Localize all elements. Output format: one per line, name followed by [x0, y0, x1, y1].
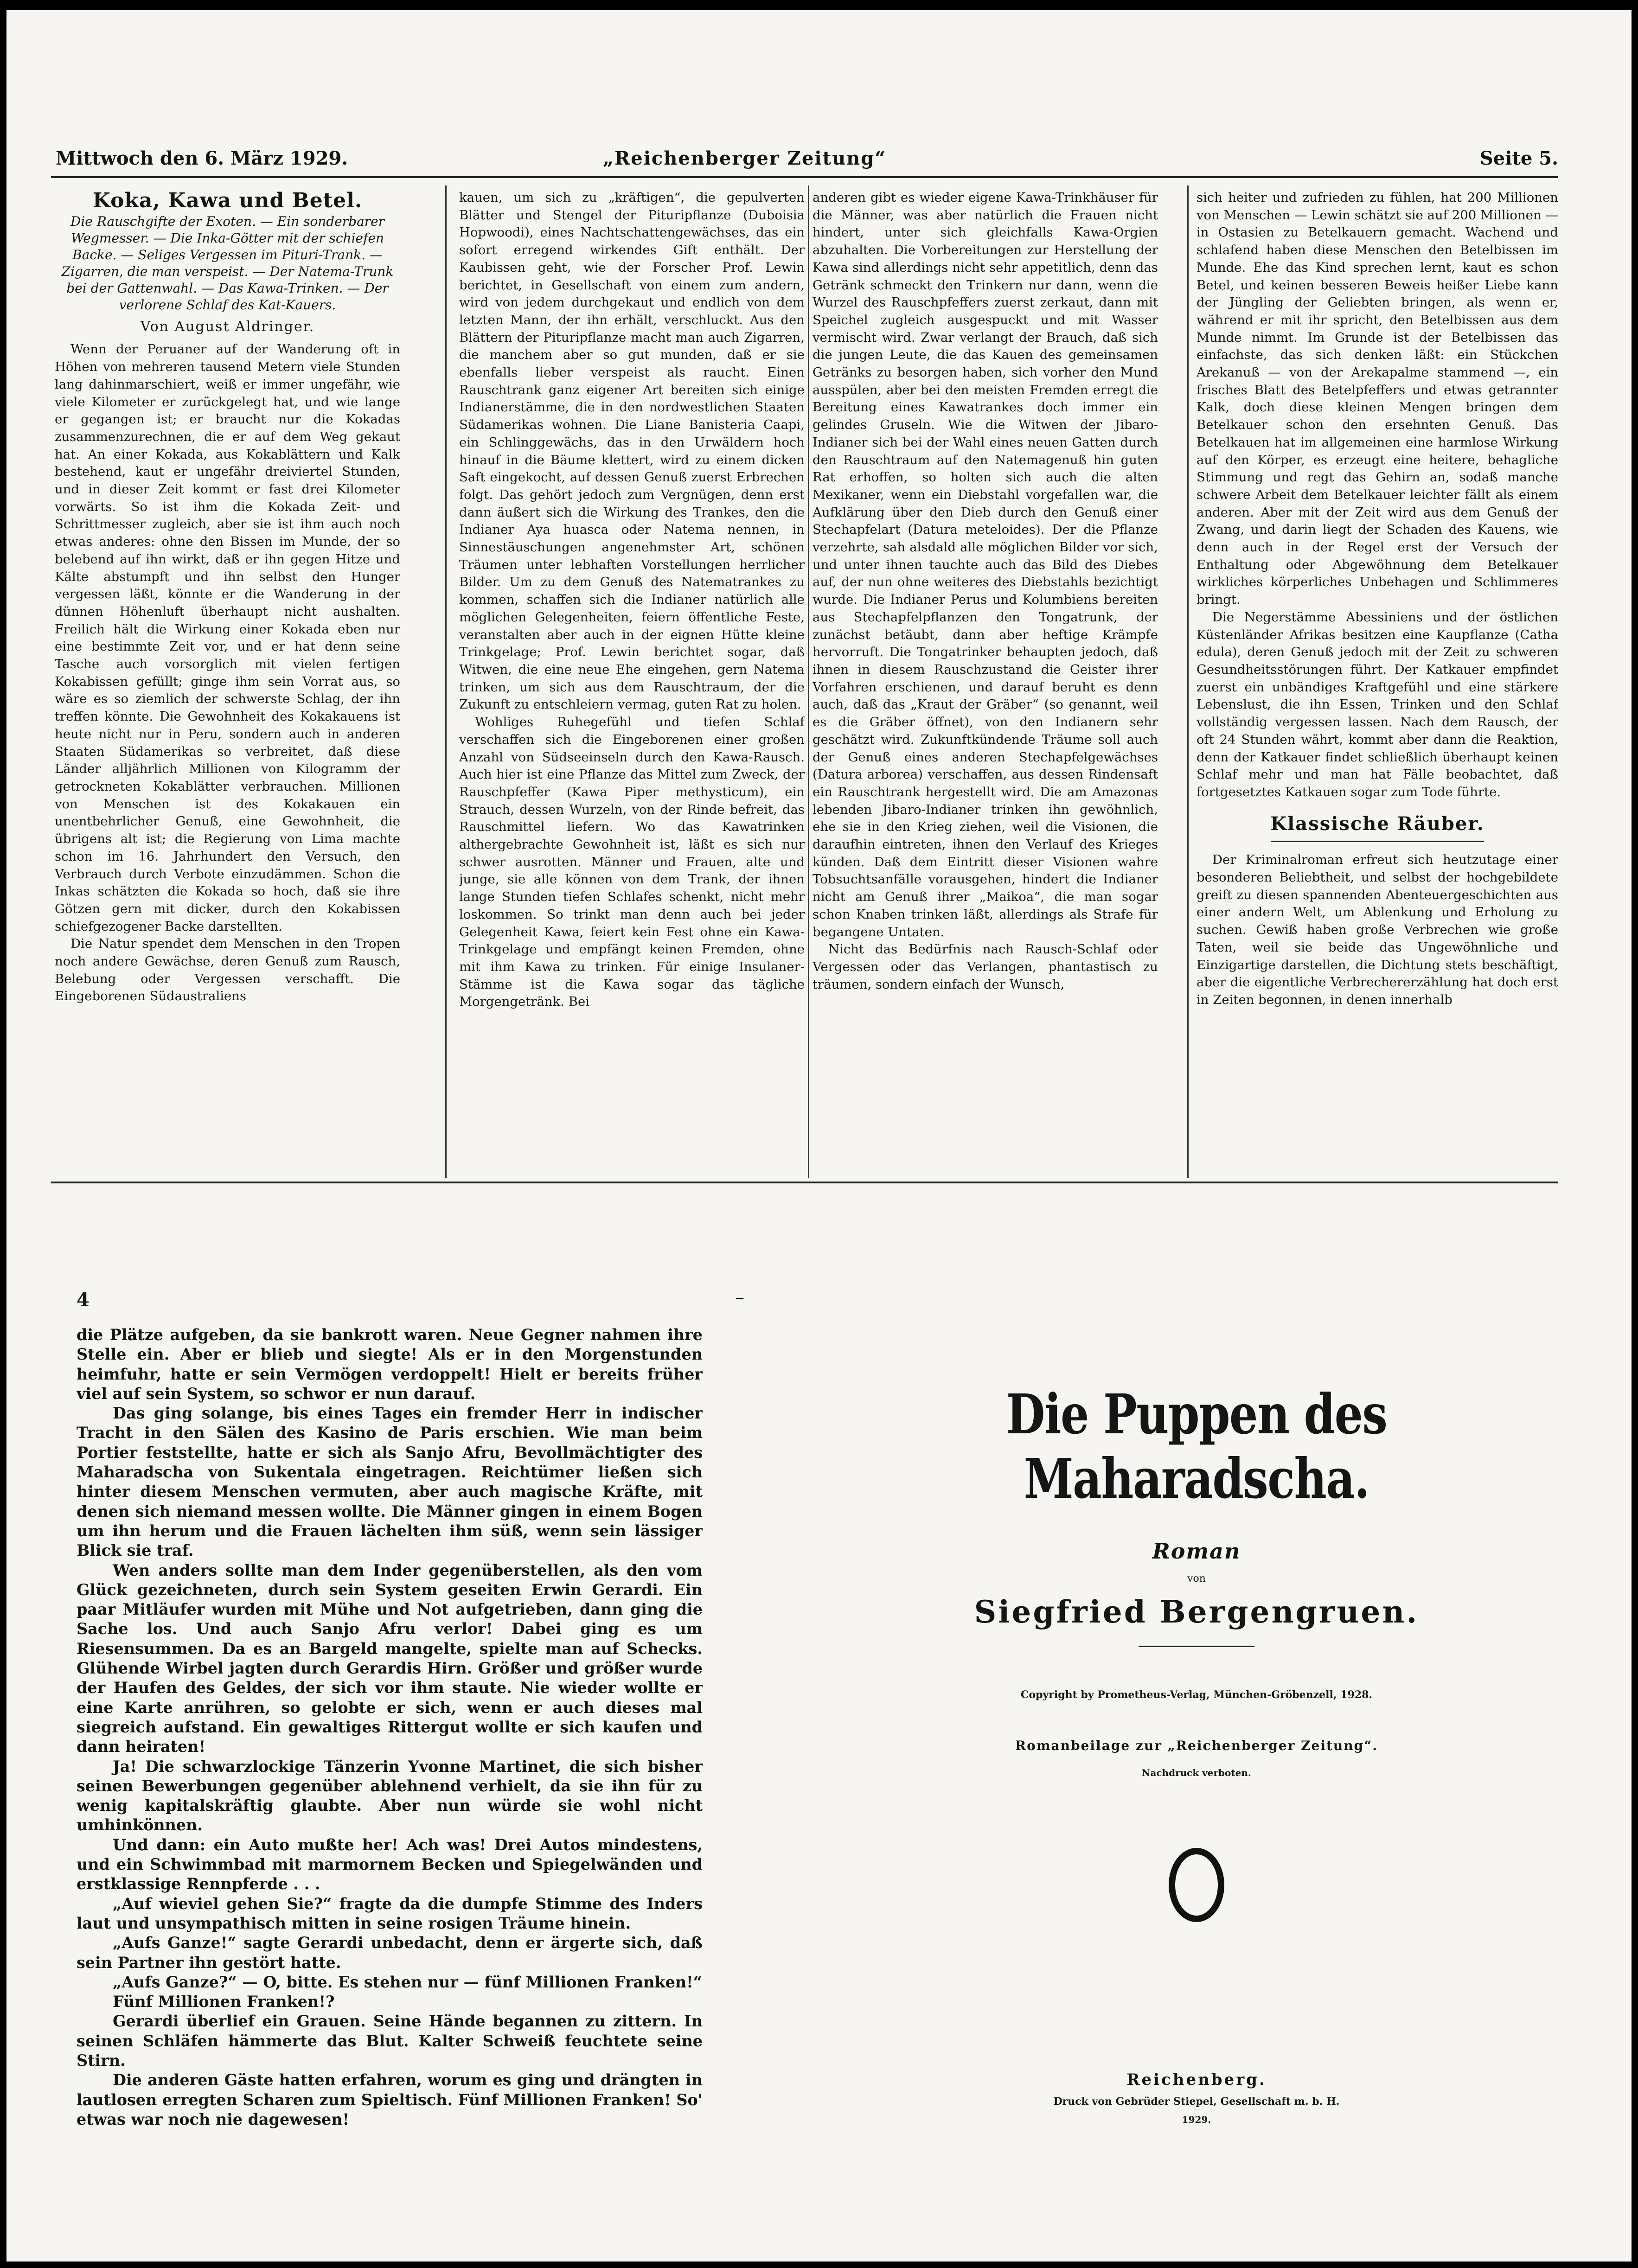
novel-copyright: Copyright by Prometheus-Verlag, München-Gröbenzell, 1928.	[1020, 1689, 1373, 1701]
column-divider	[808, 185, 809, 1178]
header-date: Mittwoch den 6. März 1929.	[56, 147, 348, 169]
scan-border-bottom	[0, 2262, 1638, 2268]
serial-paragraph: „Aufs Ganze!“ sagte Gerardi unbedacht, denn er ärgerte sich, daß sein Partner ihn gestört hatte.	[77, 1934, 703, 1972]
article-paragraph: Die Negerstämme Abessiniens und der östlichen Küstenländer Afrikas besitzen eine Kaupflanze (Catha edula), deren Genuß jedoch mit der Zeit zu schweren Gesundheitsstörungen führt. Der Katkauer empfindet zuerst ein unbändiges Kraftgefühl und eine stärkere Lebenslust, die ihn Essen, Trinken und den Schlaf vollständig vergessen lassen. Nach dem Rausch, der oft 24 Stunden währt, kommt aber dann die Reaktion, denn der Katkauer findet schließlich überhaupt keinen Schlaf mehr und man hat Fälle beobachtet, daß fortgesetztes Katkauen sogar zum Tode führte.	[1197, 609, 1558, 799]
header-newspaper: „Reichenberger Zeitung“	[603, 147, 887, 169]
cover-rule	[1139, 1646, 1254, 1647]
serial-paragraph: Und dann: ein Auto mußte her! Ach was! Drei Autos mindestens, und ein Schwimmbad mit marmornem Becken und Spiegelwänden und erstklassige Rennpferde . . .	[77, 1835, 703, 1893]
article-paragraph: Nicht das Bedürfnis nach Rausch-Schlaf oder Vergessen oder das Verlangen, phantastisch zu träumen, sondern einfach der Wunsch,	[813, 942, 1158, 992]
article-column-1	[55, 189, 400, 1172]
article-subtitle: Die Rauschgifte der Exoten. — Ein sonderbarer Wegmesser. — Die Inka-Götter mit der schiefen Backe. — Seliges Vergessen im Pituri-Trank. — Zigarren, die man verspeist. — Der Natema-Trunk bei der Gattenwahl. — Das Kawa-Trinken. — Der verlorene Schlaf des Kat-Kauers.	[61, 213, 394, 313]
novel-title: Die Puppen des Maharadscha.	[1006, 1382, 1387, 1511]
header-rule	[51, 176, 1558, 178]
novel-von: von	[1187, 1573, 1206, 1584]
column-divider	[1187, 185, 1189, 1178]
section-title-klassische-raeuber: Klassische Räuber.	[1270, 812, 1484, 835]
page-header	[56, 147, 1558, 175]
printer-line: Druck von Gebrüder Stiepel, Gesellschaft m. b. H.	[1053, 2096, 1340, 2108]
serial-paragraph: „Auf wieviel gehen Sie?“ fragte da die dumpfe Stimme des Inders laut und unsympathisch mitten in seine rosigen Träume hinein.	[77, 1894, 703, 1932]
serial-paragraph: Die anderen Gäste hatten erfahren, worum es ging und drängten in lautlosen erregten Scharen zum Spieltisch. Fünf Millionen Franken! So' etwas war noch nie dagewesen!	[77, 2071, 703, 2128]
section-paragraph: Der Kriminalroman erfreut sich heutzutage einer besonderen Beliebtheit, und selbst der hochgebildete greift zu diesen spannenden Abenteuergeschichten aus einer andern Welt, um Ablenkung und Erholung zu suchen. Gewiß haben große Verbrechen wie große Taten, weil sie beide das Ungewöhnliche und Einzigartige darstellen, die Dichtung stets beschäftigt, aber die eigentliche Verbrechererzählung hat doch erst in Zeiten begonnen, in denen innerhalb	[1197, 852, 1558, 1007]
scan-border-left	[0, 0, 6, 2268]
section-title-rule	[1271, 841, 1484, 842]
article-paragraph: Wohliges Ruhegefühl und tiefen Schlaf verschaffen sich die Eingeborenen einer großen Anzahl von Südseeinseln durch den Kawa-Rausch. Auch hier ist eine Pflanze das Mittel zum Zweck, der Rauschpfeffer (Kawa Piper methysticum), ein Strauch, dessen Wurzeln, von der Rinde befreit, das Rauschmittel liefern. Wo das Kawatrinken althergebrachte Gewohnheit ist, läßt es sich nur schwer ausrotten. Männer und Frauen, alte und junge, sie alle können von dem Trank, der ihnen lange Stunden tiefen Schlafes schenkt, nicht mehr loskommen. So trinkt man denn auch bei jeder Gelegenheit Kawa, feiert kein Fest ohne ein Kawa-Trinkgelage und empfängt keinen Fremden, ohne mit ihm Kawa zu trinken. Für einige Insulaner-Stämme ist die Kawa sogar das tägliche Morgengetränk. Bei	[459, 715, 805, 1009]
article-paragraph: Die Natur spendet dem Menschen in den Tropen noch andere Gewächse, deren Genuß zum Rausch, Belebung oder Vergessen verschafft. Die Eingeborenen Südaustraliens	[55, 936, 400, 1004]
serial-paragraph: Fünf Millionen Franken!?	[113, 1993, 335, 2011]
novel-cover	[872, 1345, 1521, 2179]
serial-paragraph: Ja! Die schwarzlockige Tänzerin Yvonne Martinet, die sich bisher seinen Bewerbungen gegenüber ablehnend verhielt, da sie ihn für zu wenig kapitalskräftig glaubte. Aber nun würde sie wohl nicht umhinkönnen.	[77, 1757, 703, 1834]
article-paragraph: Wenn der Peruaner auf der Wanderung oft in Höhen von mehreren tausend Metern viele Stunden lang dahinmarschiert, weiß er immer ungefähr, wie viele Kilometer er zurückgelegt hat, und wie lange er gegangen ist; er braucht nur die Kokadas zusammenzurechnen, die er auf dem Weg gekaut hat. An einer Kokada, aus Kokablättern und Kalk bestehend, kaut er ungefähr dreiviertel Stunden, und in dieser Zeit kommt er fast drei Kilometer vorwärts. So ist ihm die Kokada Zeit- und Schrittmesser zugleich, aber sie ist ihm auch noch etwas anderes: ohne den Bissen im Munde, der so belebend auf ihn wirkt, daß er ihn gegen Hitze und Kälte abstumpft und ihn selbst den Hunger vergessen läßt, könnte er die Wanderung in der dünnen Höhenluft überhaupt nicht aushalten. Freilich hält die Wirkung einer Kokada eben nur eine bestimmte Zeit vor, und er hat denn seine Tasche auch vorsorglich mit vielen fertigen Kokabissen gefüllt; ginge ihm sein Vorrat aus, so wäre es so ziemlich der schwerste Schlag, der ihn treffen könnte. Die Gewohnheit des Kokakauens ist heute nicht nur in Peru, sondern auch in anderen Staaten Südamerikas so verbreitet, daß diese Länder alljährlich Millionen von Kilogramm der getrockneten Kokablätter verbrauchen. Millionen von Menschen ist des Kokakauen ein unentbehrlicher Genuß, eine Gewohnheit, die übrigens alt ist; die Regierung von Lima machte schon im 16. Jahrhundert den Versuch, den Verbrauch durch Verbote einzudämmen. Schon die Inkas schätzten die Kokada so hoch, daß sie ihre Götzen gern mit dicker, durch den Kokabissen schiefgezogener Backe darstellten.	[55, 342, 400, 934]
column-divider	[445, 185, 447, 1178]
serial-dash: –	[735, 1287, 744, 1308]
article-title: Koka, Kawa und Betel.	[92, 189, 363, 212]
article-paragraph: sich heiter und zufrieden zu fühlen, hat 200 Millionen von Menschen — Lewin schätzt sie auf 200 Millionen — in Ostasien zu Betelkauern gemacht. Wachend und schlafend haben diese Menschen den Betelbissen im Munde. Ehe das Kind sprechen lernt, kaut es schon Betel, und keinen besseren Beweis heißer Liebe kann der Jüngling der Geliebten bringen, als wenn er, während er mit ihr spricht, den Betelbissen aus dem Munde nimmt. Im Grunde ist der Betelbissen das einfachste, das sich denken läßt: ein Stückchen Arekanuß — von der Arekapalme stammend —, ein frisches Blatt des Betelpfeffers und etwas getrannter Kalk, doch diese kleinen Mengen bringen dem Betelkauer schon den ersehnten Genuß. Das Betelkauen hat im allgemeinen eine harmlose Wirkung auf den Körper, es erzeugt eine heitere, behagliche Stimmung und regt das Gehirn an, sodaß manche schwere Arbeit dem Betelkauer leichter fällt als einem anderen. Aber mit der Zeit wird aus dem Genuß der Zwang, und darin liegt der Schaden des Kauens, wie denn auch in der Regel erst der Versuch der Enthaltung oder Abgewöhnung dem Betelkauer wirkliches körperliches Unbehagen und Schlimmeres bringt.	[1197, 190, 1558, 607]
scan-border-top	[0, 0, 1638, 10]
article-paragraph: kauen, um sich zu „kräftigen“, die gepulverten Blätter und Stengel der Pituripflanze (Duboisia Hopwoodi), eines Nachtschattengewächses, das ein sofort erregend wirkendes Gift enthält. Der Kaubissen geht, wie der Forscher Prof. Lewin berichtet, in Gesellschaft von einem zum andern, wird von jedem durchgekaut und endlich von dem letzten Mann, der ihn erhält, verschluckt. Aus den Blättern der Pituripflanze macht man auch Zigarren, die manchem aber so gut munden, daß er sie ebenfalls lieber verspeist als raucht. Einen Rauschtrank ganz eigener Art bereiten sich einige Indianerstämme, die in den nordwestlichen Staaten Südamerikas wohnen. Die Liane Banisteria Caapi, ein Schlinggewächs, das in den Urwäldern hoch hinauf in die Bäume klettert, wird zu einem dicken Saft eingekocht, auf dessen Genuß zuerst Erbrechen folgt. Das gehört jedoch zum Vergnügen, denn erst dann äußert sich die Wirkung des Trankes, den die Indianer Aya huasca oder Natema nennen, in Sinnestäuschungen angenehmster Art, schönen Träumen unter lebhaften Vorstellungen herrlicher Bilder. Um zu dem Genuß des Natematrankes zu kommen, schaffen sich die Indianer natürlich alle möglichen Gelegenheiten, feiern öffentliche Feste, veranstalten aber auch in der eignen Hütte kleine Trinkgelage; Prof. Lewin berichtet sogar, daß Witwen, die eine neue Ehe eingehen, gern Natema trinken, um sich aus dem Rauschtraum, der die Zukunft zu entschleiern vermag, guten Rat zu holen.	[459, 190, 805, 712]
print-year: 1929.	[1182, 2114, 1211, 2125]
article-paragraph: anderen gibt es wieder eigene Kawa-Trinkhäuser für die Männer, was aber natürlich die Frauen nicht hindert, unter sich gleichfalls Kawa-Orgien abzuhalten. Die Vorbereitungen zur Herstellung der Kawa sind allerdings nicht sehr appetitlich, denn das Getränk schmeckt den Trinkern nur dann, wenn die Wurzel des Rauschpfeffers zuerst zerkaut, dann mit Speichel zugleich ausgespuckt und mit Wasser vermischt wird. Zwar verlangt der Brauch, daß sich die jungen Leute, die das Kauen des gemeinsamen Getränks zu besorgen haben, sich vorher den Mund ausspülen, aber bei den meisten Fremden erregt die Bereitung eines Kawatrankes doch immer ein gelindes Gruseln. Wie die Witwen der Jibaro-Indianer sich bei der Wahl eines neuen Gatten durch den Rauschtraum auf den Natemagenuß hin guten Rat erhoffen, so holten sich auch die alten Mexikaner, wenn ein Diebstahl vorgefallen war, die Aufklärung über den Dieb durch den Genuß einer Stechapfelart (Datura meteloides). Der die Pflanze verzehrte, sah alsdald alle möglichen Bilder vor sich, und unter ihnen tauchte auch das Bild des Diebes auf, der nun ohne weiteres des Diebstahls bezichtigt wurde. Die Indianer Perus und Kolumbiens bereiten aus Stechapfelpflanzen den Tongatrunk, der zunächst betäubt, dann aber heftige Krämpfe hervorruft. Die Tongatrinker behaupten jedoch, daß ihnen in diesem Rauschzustand die Geister ihrer Vorfahren erschienen, und darauf beruht es denn auch, daß das „Kraut der Gräber“ (so genannt, weil es die Gräber öffnet), von den Indianern sehr geschätzt wird. Zukunftkündende Träume soll auch der Genuß eines anderen Stechapfelgewächses (Datura arborea) verschaffen, aus dessen Rindensaft ein Rauschtrank hergestellt wird. Die am Amazonas lebenden Jibaro-Indianer trinken ihn gewöhnlich, ehe sie in den Krieg ziehen, weil die Visionen, die daraufhin eintreten, ihnen den Verlauf des Krieges künden. Daß dem Eintritt dieser Visionen wahre Tobsuchtsanfälle vorausgehen, hindert die Indianer nicht am Genuß ihrer „Maikoa“, die man sogar schon Knaben trinken läßt, allerdings als Strafe für begangene Untaten.	[813, 190, 1158, 939]
serial-text-column	[77, 1325, 703, 2197]
article-column-2	[459, 189, 805, 1172]
oval-ornament-icon	[1169, 1848, 1224, 1922]
article-column-4	[1197, 189, 1558, 1172]
serial-paragraph: die Plätze aufgeben, da sie bankrott waren. Neue Gegner nahmen ihre Stelle ein. Aber er blieb und siegte! Als er in den Morgenstunden heimfuhr, hatte er sein Vermögen verdoppelt! Hielt er bereits früher viel auf sein System, so schwor er nun darauf.	[77, 1326, 703, 1403]
article-column-3	[813, 189, 1158, 1172]
serial-paragraph: Das ging solange, bis eines Tages ein fremder Herr in indischer Tracht in den Sälen des Kasino de Paris erschien. Wie man beim Portier feststellte, hatte er sich als Sanjo Afru, Bevollmächtigter des Maharadscha von Sukentala eingetragen. Reichtümer ließen sich hinter diesem Menschen vermuten, aber auch magische Kräfte, mit denen sich niemand messen wollte. Die Männer gingen in einem Bogen um ihn herum und die Frauen lächelten ihm süß, wenn sein lässiger Blick sie traf.	[77, 1404, 703, 1560]
serial-paragraph: Gerardi überlief ein Grauen. Seine Hände begannen zu zittern. In seinen Schläfen hämmerte das Blut. Kalter Schweiß feuchtete seine Stirn.	[77, 2012, 703, 2070]
serial-page-number: 4	[77, 1289, 90, 1311]
header-page-number: Seite 5.	[1479, 147, 1558, 169]
publisher-city: Reichenberg.	[1126, 2070, 1267, 2089]
article-author: Von August Aldringer.	[140, 318, 315, 335]
novel-genre: Roman	[1152, 1539, 1241, 1564]
sheet-bottom-rule	[51, 1182, 1558, 1183]
reprint-notice: Nachdruck verboten.	[1142, 1767, 1251, 1778]
novel-supplement-note: Romanbeilage zur „Reichenberger Zeitung“.	[1015, 1738, 1378, 1753]
scan-border-right	[1632, 0, 1638, 2268]
serial-paragraph: Wen anders sollte man dem Inder gegenüberstellen, als den vom Glück gezeichneten, durch sein System geseiten Erwin Gerardi. Ein paar Mitläufer wurden mit Mühe und Not aufgetrieben, dann ging die Sache los. Und auch Sanjo Afru verlor! Dabei ging es um Riesensummen. Da es an Bargeld mangelte, spielte man auf Schecks. Glühende Wirbel jagten durch Gerardis Hirn. Größer und größer wurde der Haufen des Geldes, der sich vor ihm staute. Nie wieder wollte er eine Karte anrühren, so gelobte er sich, wenn er auch dieses mal siegreich aufstand. Ein gewaltiges Rittergut wollte er sich kaufen und dann heiraten!	[77, 1561, 703, 1756]
serial-paragraph: „Aufs Ganze?“ — O, bitte. Es stehen nur — fünf Millionen Franken!“	[113, 1973, 702, 1991]
novel-author: Siegfried Bergengruen.	[974, 1594, 1419, 1630]
